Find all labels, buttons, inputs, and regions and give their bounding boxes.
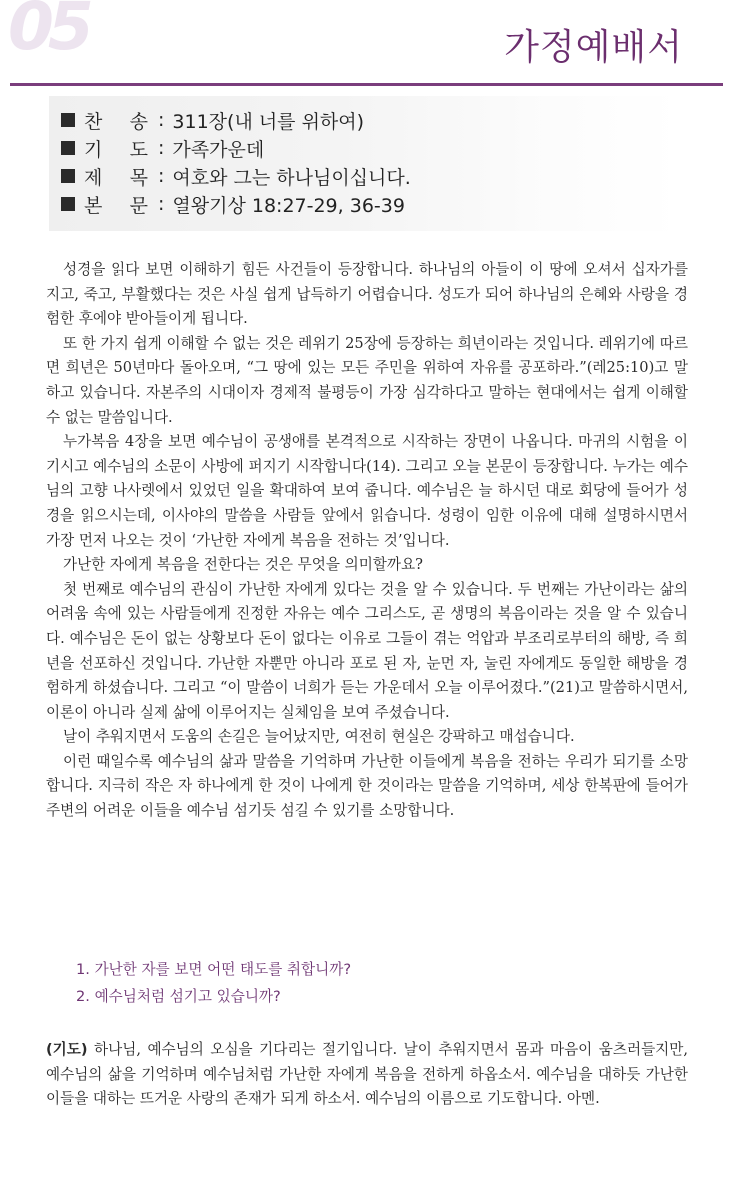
info-colon: :	[158, 137, 165, 159]
info-label	[84, 135, 148, 162]
worship-info-list	[61, 106, 411, 218]
sermon-body	[46, 258, 688, 824]
info-colon: :	[158, 193, 165, 215]
info-label-char: 기	[84, 138, 103, 161]
info-row-scripture	[61, 190, 411, 218]
worship-info-box	[49, 96, 681, 231]
sermon-paragraph: 누가복음 4장을 보면 예수님이 공생애를 본격적으로 시작하는 장면이 나옵니다. 마귀의 시험을 이기시고 예수님의 소문이 사방에 퍼지기 시작합니다(14). 그리고 오늘 본문이 등장합니다. 누가는 예수님의 고향 나사렛에서 있었던 일을 확대하여 보여 줍니다. 예수님은 늘 하시던 대로 회당에 들어가 성경을 읽으시는데, 이사야의 말씀을 사람들 앞에서 읽습니다. 성령이 임한 이유에 대해 설명하시면서 가장 먼저 나오는 것이 ‘가난한 자에게 복음을 전하는 것’입니다.	[46, 433, 688, 549]
page-title: 가정예배서	[504, 27, 683, 68]
sermon-paragraph: 또 한 가지 쉽게 이해할 수 없는 것은 레위기 25장에 등장하는 희년이라는 것입니다. 레위기에 따르면 희년은 50년마다 돌아오며, “그 땅에 있는 모든 주민을 위하여 자유를 공포하라.”(레25:10)고 말하고 있습니다. 자본주의 시대이자 경제적 불평등이 가장 심각하다고 말하는 현대에서는 쉽게 이해할 수 없는 말씀입니다.	[46, 334, 688, 426]
page-number: 05	[8, 0, 88, 65]
info-value-scripture: 열왕기상 18:27-29, 36-39	[172, 194, 405, 217]
info-value-hymn: 311장(내 너를 위하여)	[172, 110, 365, 133]
square-bullet-icon	[61, 197, 75, 211]
info-label-char: 찬	[84, 110, 103, 133]
info-row-subject	[61, 162, 411, 190]
question-2: 2. 예수님처럼 섬기고 있습니까?	[76, 988, 281, 1005]
info-label	[84, 191, 148, 218]
info-label-char: 본	[84, 194, 103, 217]
discussion-questions	[76, 956, 351, 1010]
info-value-subject: 여호와 그는 하나님이십니다.	[172, 166, 411, 189]
info-colon: :	[158, 109, 165, 131]
square-bullet-icon	[61, 113, 75, 127]
info-label	[84, 107, 148, 134]
sermon-paragraph: 이런 때일수록 예수님의 삶과 말씀을 기억하며 가난한 이들에게 복음을 전하는 우리가 되기를 소망합니다. 지극히 작은 자 하나에게 한 것이 나에게 한 것이라는 말씀을 기억하며, 세상 한복판에 들어가 주변의 어려운 이들을 예수님 섬기듯 섬길 수 있기를 소망합니다.	[46, 752, 688, 820]
title-divider	[10, 83, 723, 86]
closing-prayer	[46, 1038, 688, 1112]
question-1: 1. 가난한 자를 보면 어떤 태도를 취합니까?	[76, 961, 352, 978]
square-bullet-icon	[61, 141, 75, 155]
sermon-paragraph: 성경을 읽다 보면 이해하기 힘든 사건들이 등장합니다. 하나님의 아들이 이 땅에 오셔서 십자가를 지고, 죽고, 부활했다는 것은 사실 쉽게 납득하기 어렵습니다. 성도가 되어 하나님의 은혜와 사랑을 경험한 후에야 받아들이게 됩니다.	[46, 261, 688, 328]
info-value-prayer: 가족가운데	[172, 138, 265, 161]
info-label	[84, 163, 148, 190]
info-label-char: 제	[84, 166, 103, 189]
info-label-char: 송	[129, 110, 148, 133]
info-label-char: 문	[129, 194, 148, 217]
prayer-text: 하나님, 예수님의 오심을 기다리는 절기입니다. 날이 추워지면서 몸과 마음이 움츠러들지만, 예수님의 삶을 기억하며 예수님처럼 가난한 자에게 복음을 전하게 하옵소서. 예수님을 대하듯 가난한 이들을 대하는 뜨거운 사랑의 존재가 되게 하소서. 예수님의 이름으로 기도합니다. 아멘.	[46, 1041, 688, 1108]
sermon-paragraph: 첫 번째로 예수님의 관심이 가난한 자에게 있다는 것을 알 수 있습니다. 두 번째는 가난이라는 삶의 어려움 속에 있는 사람들에게 진정한 자유는 예수 그리스도, 곧 생명의 복음이라는 것을 알 수 있습니다. 예수님은 돈이 없는 상황보다 돈이 없다는 이유로 그들이 겪는 억압과 부조리로부터의 해방, 즉 희년을 선포하신 것입니다. 가난한 자뿐만 아니라 포로 된 자, 눈먼 자, 눌린 자에게도 동일한 해방을 경험하게 하셨습니다. 그리고 “이 말씀이 너희가 듣는 가운데서 오늘 이루어졌다.”(21)고 말씀하시면서, 이론이 아니라 실제 삶에 이루어지는 실체임을 보여 주셨습니다.	[46, 580, 688, 721]
info-row-prayer	[61, 134, 411, 162]
info-row-hymn	[61, 106, 411, 134]
sermon-paragraph: 가난한 자에게 복음을 전한다는 것은 무엇을 의미할까요?	[63, 556, 423, 574]
info-label-char: 목	[129, 166, 148, 189]
prayer-label: (기도)	[46, 1041, 88, 1058]
sermon-paragraph: 날이 추워지면서 도움의 손길은 늘어났지만, 여전히 현실은 강팍하고 매섭습니다.	[63, 728, 575, 746]
info-label-char: 도	[129, 138, 148, 161]
info-colon: :	[158, 165, 165, 187]
square-bullet-icon	[61, 169, 75, 183]
